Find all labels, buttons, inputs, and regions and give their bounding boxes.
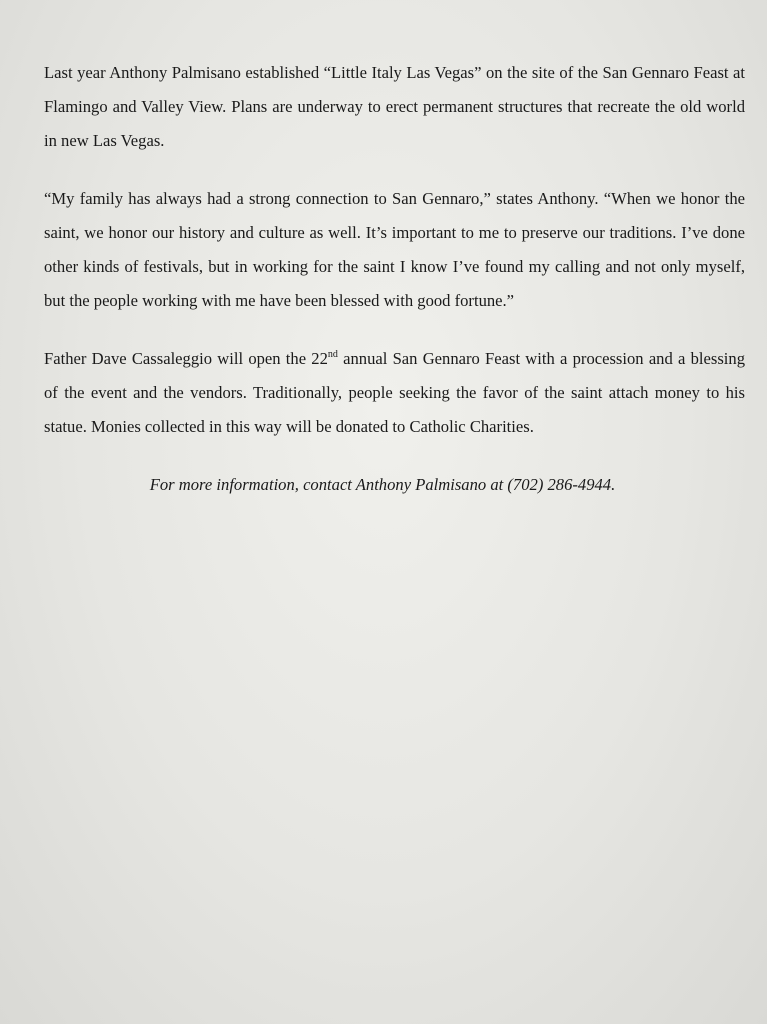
ordinal-suffix: nd bbox=[327, 349, 338, 360]
paragraph-anthony-quote: “My family has always had a strong connection to San Gennaro,” states Anthony. “When we honor the saint, we honor our history and culture as well. It’s important to me to preserve our traditions. I’ve done other kinds of festivals, but in working for the saint I know I’ve found my calling and not only myself, but the people working with me have been blessed with good fortune.” bbox=[44, 189, 745, 310]
contact-line: For more information, contact Anthony Palmisano at (702) 286-4944. bbox=[149, 475, 616, 494]
paragraph-feast-opening-before: Father Dave Cassaleggio will open the 22 bbox=[44, 349, 328, 368]
paragraph-little-italy: Last year Anthony Palmisano established “Little Italy Las Vegas” on the site of the San Gennaro Feast at Flamingo and Valley View. Plans are underway to erect permanent structures that recreate the old world in new Las Vegas. bbox=[44, 63, 745, 150]
paragraph-feast-opening-after: annual San Gennaro Feast with a procession and a blessing of the event and the vendors. Traditionally, people seeking the favor of the saint attach money to his statue. Monies collected in this way will be donated to Catholic Charities. bbox=[44, 349, 745, 436]
paragraph-feast-opening bbox=[44, 342, 745, 444]
